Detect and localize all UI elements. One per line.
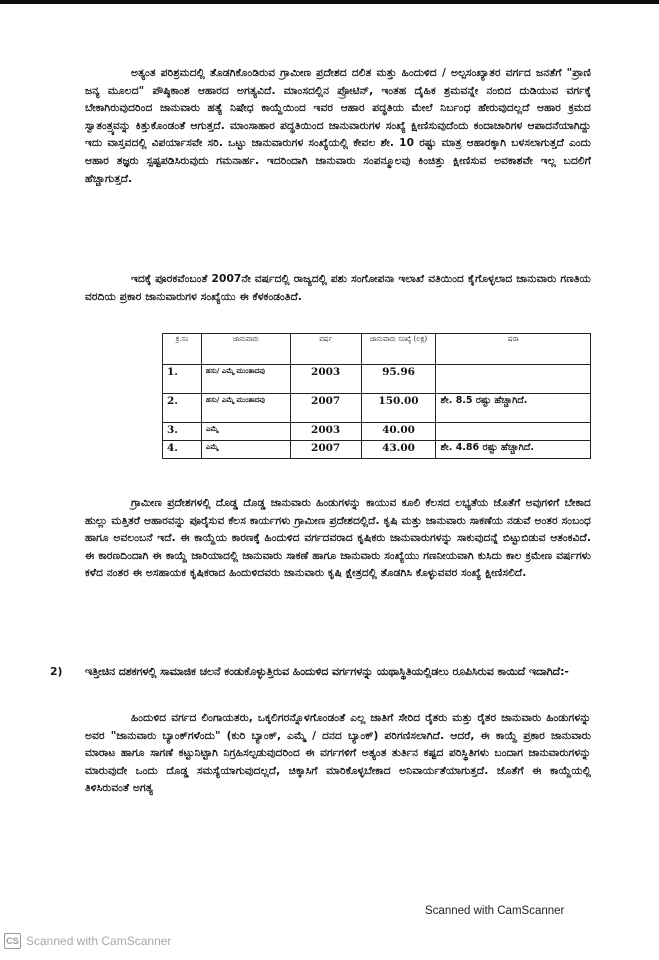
table-row [163, 423, 591, 441]
header-sl-no: ಕ್ರ.ಸಂ [163, 334, 202, 365]
cell-remark: ಶೇ. 4.86 ರಷ್ಟು ಹೆಚ್ಚಾಗಿದೆ. [436, 441, 591, 459]
section-number: 2) [50, 665, 63, 678]
header-year: ವರ್ಷ [290, 334, 361, 365]
cell-year: 2003 [290, 423, 361, 441]
cell-remark [436, 365, 591, 394]
cell-remark [436, 423, 591, 441]
cell-remark: ಶೇ. 8.5 ರಷ್ಟು ಹೆಚ್ಚಾಗಿದೆ. [436, 394, 591, 423]
section-heading-text: ಇತ್ತೀಚಿನ ದಶಕಗಳಲ್ಲಿ ಸಾಮಾಜಿಕ ಚಲನೆ ಕಂಡುಕೊಳ್ಳುತ್ತಿರುವ ಹಿಂದುಳಿದ ವರ್ಗಗಳನ್ನು ಯಥಾಸ್ಥಿತಿಯಲ್ಲಿಡಲು ರೂಪಿಸಿರುವ ಕಾಯಿದೆ ಇದಾಗಿದೆ:- [85, 665, 569, 678]
section-heading [50, 663, 595, 681]
camscanner-watermark-right: Scanned with CamScanner [425, 905, 565, 917]
cell-count: 95.96 [361, 365, 436, 394]
paragraph-4 [85, 710, 591, 798]
cell-year: 2003 [290, 365, 361, 394]
cell-sl-no: 3. [163, 423, 202, 441]
cell-sl-no: 2. [163, 394, 202, 423]
paragraph-3 [85, 495, 591, 583]
livestock-census-table [162, 333, 591, 459]
paragraph-2 [85, 271, 591, 306]
cell-livestock: ಹಸು/ ಎಮ್ಮೆ ಮುಂತಾದವು [201, 365, 290, 394]
table-row [163, 441, 591, 459]
cell-sl-no: 1. [163, 365, 202, 394]
cell-livestock: ಹಸು/ ಎಮ್ಮೆ ಮುಂತಾದವು [201, 394, 290, 423]
table-header-row [163, 334, 591, 365]
header-remarks: ಷರಾ [436, 334, 591, 365]
paragraph-1-text: ಅತ್ಯಂತ ಪರಿಶ್ರಮದಲ್ಲಿ ತೊಡಗಿಕೊಂಡಿರುವ ಗ್ರಾಮೀಣ ಪ್ರದೇಶದ ದಲಿತ ಮತ್ತು ಹಿಂದುಳಿದ / ಅಲ್ಪಸಂಖ್ಯಾತರ ವರ್ಗದ ಜನತೆಗೆ "ಪ್ರಾಣಿ ಜನ್ಯ ಮೂಲದ" ಪೌಷ್ಠಿಕಾಂಶ ಆಹಾರದ ಅಗತ್ಯವಿದೆ. ಮಾಂಸದಲ್ಲಿನ ಪ್ರೋಟಿನ್, ಇಂತಹ ದೈಹಿಕ ಶ್ರಮವನ್ನೇ ನಂಬಿದ ದುಡಿಯುವ ವರ್ಗಕ್ಕೆ ಬೇಕಾಗಿರುವುದರಿಂದ ಜಾನುವಾರು ಹತ್ಯೆ ನಿಷೇಧ ಕಾಯ್ದೆಯಿಂದ ಇವರ ಆಹಾರ ಪದ್ಧತಿಯ ಮೇಲೆ ನಿರ್ಬಂಧ ಹೇರುವುದಲ್ಲದೆ ಆಹಾರ ಕ್ರಮದ ಸ್ವಾತಂತ್ರ್ಯವನ್ನು ಕಿತ್ತುಕೊಂಡಂತೆ ಆಗುತ್ತದೆ. ಮಾಂಸಾಹಾರ ಪದ್ಧತಿಯಿಂದ ಜಾನುವಾರುಗಳ ಸಂಖ್ಯೆ ಕ್ಷೀಣಿಸುವುದೆಂದು ಕಂದಾಚಾರಿಗಳ ಆಪಾದನೆಯಾಗಿದ್ದು ಇದು ವಾಸ್ತವದಲ್ಲಿ ವಿಪರ್ಯಾಸವೇ ಸರಿ. ಒಟ್ಟು ಜಾನುವಾರುಗಳ ಸಂಖ್ಯೆಯಲ್ಲಿ ಕೇವಲ ಶೇ. 10 ರಷ್ಟು ಮಾತ್ರ ಆಹಾರಕ್ಕಾಗಿ ಬಳಸಲಾಗುತ್ತದೆ ಎಂದು ಆಹಾರ ತಜ್ಞರು ಸ್ಪಷ್ಟಪಡಿಸಿರುವುದು ಗಮನಾರ್ಹ. ಇದರಿಂದಾಗಿ ಜಾನುವಾರು ಸಂಪನ್ಮೂಲವು ಕಿಂಚಿತ್ತು ಕ್ಷೀಣಿಸುವ ಅವಕಾಶವೇ ಇಲ್ಲ ಬದಲಿಗೆ ಹೆಚ್ಚಾಗುತ್ತದೆ. [85, 67, 591, 185]
cell-livestock: ಎಮ್ಮೆ [201, 441, 290, 459]
paragraph-3-text: ಗ್ರಾಮೀಣ ಪ್ರದೇಶಗಳಲ್ಲಿ ದೊಡ್ಡ ದೊಡ್ಡ ಜಾನುವಾರು ಹಿಂಡುಗಳನ್ನು ಕಾಯುವ ಕೂಲಿ ಕೆಲಸದ ಲಭ್ಯತೆಯ ಜೊತೆಗೆ ಅವುಗಳಿಗೆ ಬೇಕಾದ ಹುಲ್ಲು ಮತ್ತಿತರೆ ಆಹಾರವನ್ನು ಪೂರೈಸುವ ಕೆಲಸ ಕಾರ್ಯಗಳು ಗ್ರಾಮೀಣ ಪ್ರದೇಶದಲ್ಲಿದೆ. ಕೃಷಿ ಮತ್ತು ಜಾನುವಾರು ಸಾಕಣೆಯ ನಡುವೆ ಅಂತರ ಸಂಬಂಧ ಹಾಗೂ ಅವಲಂಬನೆ ಇದೆ. ಈ ಕಾಯ್ದೆಯ ಕಾರಣಕ್ಕೆ ಹಿಂದುಳಿದ ವರ್ಗದವರಾದ ಕೃಷಿಕರು ಜಾನುವಾರುಗಳನ್ನು ಸಾಕುವುದನ್ನೆ ಬಿಟ್ಟುಬಿಡುವ ಆತಂಕವಿದೆ. ಈ ಕಾರಣದಿಂದಾಗಿ ಈ ಕಾಯ್ದೆ ಜಾರಿಯಾದಲ್ಲಿ ಜಾನುವಾರು ಸಾಕಣೆ ಹಾಗೂ ಜಾನುವಾರು ಸಂಖ್ಯೆಯು ಗಣನೀಯವಾಗಿ ಕುಸಿದು ಕಾಲ ಕ್ರಮೇಣ ವರ್ಷಗಳು ಕಳೆದ ನಂತರ ಈ ಅಸಹಾಯಕ ಕೃಷಿಕರಾದ ಹಿಂದುಳಿದವರು ಜಾನುವಾರು ಕೃಷಿ ಕ್ಷೇತ್ರದಲ್ಲಿ ತೊಡಗಿಸಿ ಕೊಳ್ಳುವವರ ಸಂಖ್ಯೆ ಕ್ಷೀಣಿಸಲಿದೆ. [85, 497, 591, 580]
paragraph-2-text: ಇದಕ್ಕೆ ಪೂರಕವೆಂಬಂತೆ 2007ನೇ ವರ್ಷದಲ್ಲಿ ರಾಜ್ಯದಲ್ಲಿ ಪಶು ಸಂಗೋಪನಾ ಇಲಾಖೆ ವತಿಯಿಂದ ಕೈಗೊಳ್ಳಲಾದ ಜಾನುವಾರು ಗಣತಿಯ ವರದಿಯ ಪ್ರಕಾರ ಜಾನುವಾರುಗಳ ಸಂಖ್ಯೆಯು ಈ ಕೆಳಕಂಡಂತಿದೆ. [85, 273, 591, 303]
header-livestock: ಜಾನುವಾರು [201, 334, 290, 365]
camscanner-watermark-left [4, 933, 171, 949]
cell-livestock: ಎಮ್ಮೆ [201, 423, 290, 441]
table-row [163, 365, 591, 394]
cell-year: 2007 [290, 394, 361, 423]
cell-sl-no: 4. [163, 441, 202, 459]
cell-count: 40.00 [361, 423, 436, 441]
paragraph-4-text: ಹಿಂದುಳಿದ ವರ್ಗದ ಲಿಂಗಾಯತರು, ಒಕ್ಕಲಿಗರನ್ನೊಳಗೊಂಡಂತೆ ಎಲ್ಲ ಜಾತಿಗೆ ಸೇರಿದ ರೈತರು ಮತ್ತು ರೈತರ ಜಾನುವಾರು ಹಿಂಡುಗಳನ್ನು ಅವರ "ಜಾನುವಾರು ಬ್ಯಾಂಕ್‌ಗಳೆಂದು" (ಕುರಿ ಬ್ಯಾಂಕ್, ಎಮ್ಮೆ / ದನದ ಬ್ಯಾಂಕ್) ಪರಿಗಣಿಸಲಾಗಿದೆ. ಆದರೆ, ಈ ಕಾಯ್ದೆ ಪ್ರಕಾರ ಜಾನುವಾರು ಮಾರಾಟ ಹಾಗೂ ಸಾಗಣೆ ಕಟ್ಟುನಿಟ್ಟಾಗಿ ನಿಗ್ರಹಿಸಲ್ಪಡುವುದರಿಂದ ಈ ವರ್ಗಗಳಿಗೆ ಅತ್ಯಂತ ತುರ್ತಿನ ಕಷ್ಟದ ಪರಿಸ್ಥಿತಿಗಳು ಬಂದಾಗ ಜಾನುವಾರುಗಳನ್ನು ಮಾರುವುದೇ ಒಂದು ದೊಡ್ಡ ಸಮಸ್ಯೆಯಾಗುವುದಲ್ಲದೆ, ಚಿಕ್ಕಾಸಿಗೆ ಮಾರಿಕೊಳ್ಳಬೇಕಾದ ಅನಿವಾರ್ಯತೆಯಾಗುತ್ತದೆ. ಜೊತೆಗೆ ಈ ಕಾಯ್ದೆಯಲ್ಲಿ ತಿಳಿಸಿರುವಂತೆ ಅಗತ್ಯ [85, 712, 591, 795]
paragraph-1 [85, 65, 591, 188]
camscanner-logo-icon: CS [4, 933, 21, 949]
cell-year: 2007 [290, 441, 361, 459]
scan-top-edge [0, 0, 659, 4]
camscanner-label: Scanned with CamScanner [26, 934, 172, 948]
cell-count: 150.00 [361, 394, 436, 423]
cell-count: 43.00 [361, 441, 436, 459]
table-row [163, 394, 591, 423]
header-count-lakh: ಜಾನುವಾರು ಸಂಖ್ಯೆ (ಲಕ್ಷ) [361, 334, 436, 365]
